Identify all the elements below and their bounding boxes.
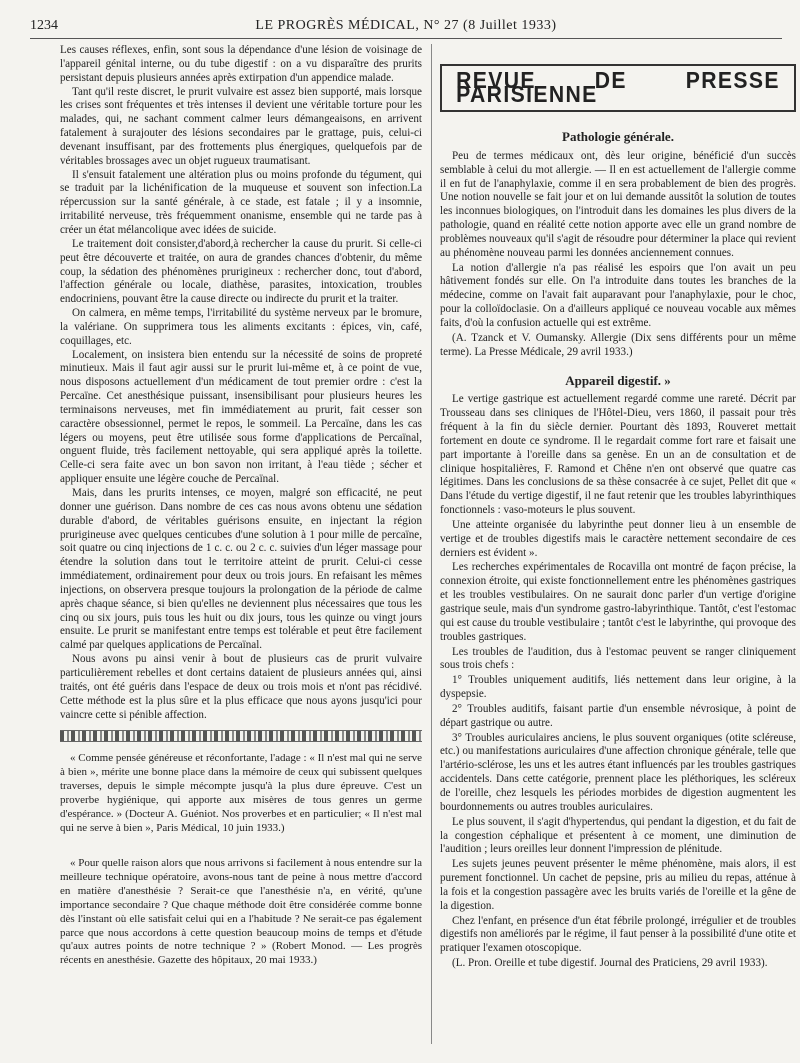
header-rule <box>30 38 782 39</box>
left-column <box>60 44 422 968</box>
right-paragraph: Les troubles de l'audition, dus à l'estomac peuvent se ranger cliniquement sous trois chefs : <box>440 645 796 672</box>
left-paragraph: Nous avons pu ainsi venir à bout de plusieurs cas de prurit vulvaire particulièrement rebelles et dont certains dataient de plusieurs années qui, ainsi traités, ont été guéris dans l'espace de deux ou trois mois et n'ont pas récidivé. Cette méthode est la plus sûre et la plus efficace que nous ayons jusqu'ici pour vaincre cette si pénible affection. <box>60 653 422 721</box>
page-header <box>30 16 782 38</box>
right-column <box>440 44 796 972</box>
right-paragraph: La notion d'allergie n'a pas réalisé les espoirs que l'on avait un peu hâtivement fondés sur elle. On l'a introduite dans toutes les branches de la médecine, comme on l'avait fait auparavant pour l'anaphylaxie, pour le choc, pour la colloïdoclasie. On a d'ailleurs appliqué ce nouveau vocable aux mêmes faits, d'où la confusion actuelle qui est extrême. <box>440 261 796 329</box>
right-paragraph: Les sujets jeunes peuvent présenter le même phénomène, mais alors, il est purement fonctionnel. Un cachet de pepsine, pris au milieu du repas, atténue à la fois et la congestion passagère avec les bruits variés de l'oreille et la gêne de la digestion. <box>440 858 796 912</box>
right-paragraph: 2° Troubles auditifs, faisant partie d'un ensemble névrosique, à point de départ gastrique ou autre. <box>440 702 796 729</box>
right-paragraph: 1° Troubles uniquement auditifs, liés nettement dans leur origine, à la dyspepsie. <box>440 674 796 701</box>
right-paragraph: Chez l'enfant, en présence d'un état fébrile prolongé, irrégulier et de troubles digestifs non améliorés par le régime, il faut penser à la possibilité d'une otite et pratiquer l'examen otoscopique. <box>440 914 796 955</box>
reference: (L. Pron. Oreille et tube digestif. Journal des Praticiens, 29 avril 1933). <box>452 957 768 970</box>
column-rule <box>431 44 432 1044</box>
left-paragraph: Il s'ensuit fatalement une altération plus ou moins profonde du tégument, qui se traduit par la lichénification de la muqueuse et souvent son infection.La répercussion sur la santé générale, à ce stade, est fatale ; il y a insomnie, irritabilité nerveuse, très fréquemment onanisme, ensemble qui ne tarde pas à créer un état mélancolique avec idées de suicide. <box>60 168 422 236</box>
right-paragraph: Le plus souvent, il s'agit d'hypertendus, qui pendant la digestion, et du fait de la congestion céphalique et présentent à ce moment, une diminution de l'audition ; leurs oreilles leur donnent l'impression de plénitude. <box>440 815 796 856</box>
left-paragraph: On calmera, en même temps, l'irritabilité du système nerveux par le bromure, la valériane. On supprimera tous les aliments excitants : épices, vin, café, coquillages, etc. <box>60 307 422 347</box>
ornamental-divider <box>60 730 422 742</box>
quote-guenot: « Comme pensée généreuse et réconfortante, l'adage : « Il n'est mal qui ne serve à bien », mérite une bonne place dans la mémoire de ceux qui subissent quelques traverses, depuis le simple mécompte jusqu'à la plus dure épreuve. C'est un proverbe hygiénique, qui apporte aux misères de tous genres un germe d'espérance. » (Docteur A. Guéniot. Nos proverbes et en particulier; « Il n'est mal qui ne serve à bien », Paris Médical, 10 juin 1933.) <box>60 752 422 834</box>
revue-title-box <box>440 64 796 112</box>
quote-block <box>60 752 422 835</box>
quote-monod: « Pour quelle raison alors que nous arrivons si facilement à nous entendre sur la meilleure technique opératoire, avons-nous tant de peine à nous mettre d'accord en matière d'anesthésie ? Serait-ce que l'anesthésie n'a, en vérité, qu'une importance secondaire ? Que chaque méthode doit être considérée comme bonne dès l'instant où elle satisfait celui qui en a l'habitude ? Ne serait-ce pas également parce que nous accordons à cette question beaucoup moins de temps et d'étude qu'aux autres points de notre technique ? » (Robert Monod. — Les progrès récents en anesthésie. Gazette des hôpitaux, 20 mai 1933.) <box>60 857 422 967</box>
reference: (A. Tzanck et V. Oumansky. Allergie (Dix sens différents pour un même terme). La Presse Médicale, 29 avril 1933.) <box>440 331 796 358</box>
left-paragraph: Tant qu'il reste discret, le prurit vulvaire est assez bien supporté, mais lorsque les crises sont fréquentes et très intenses il devient une véritable torture pour les malades, qui, ne sachant comment calmer leurs démangeaisons, en arrivent fatalement à surajouter des lésions secondaires par le grattage, puis, celui-ci devenant insuffisant, par des frottements plus énergiques, quelquefois par de véritables brossages avec un objet rugueux traumatisant. <box>60 85 422 167</box>
right-paragraph: Une atteinte organisée du labyrinthe peut donner lieu à un ensemble de vertige et de troubles digestifs mais le caractère nettement secondaire de ces derniers est évident ». <box>440 518 796 559</box>
right-paragraph: Le vertige gastrique est actuellement regardé comme une rareté. Décrit par Trousseau dans ses cliniques de l'Hôtel-Dieu, vers 1860, il passait pour très fréquent à la fin du siècle dernier. Pourtant dès 1893, Rouveret mettait fortement en doute ce syndrome. Il le regardait comme fort rare et faisait une part importante à l'oreille dans sa genèse. En un an de consultation et de clinique hospitalières, F. Ramond et Chêne n'en ont observé que quatre cas légitimes. Dans les conclusions de sa thèse consacrée à ce sujet, Pellet dit que « Dans l'étude du vertige digestif, il ne faut retenir que les troubles labyrinthiques fonctionnels : vaso-moteurs le plus souvent. <box>440 393 796 517</box>
left-paragraph: Mais, dans les prurits intenses, ce moyen, malgré son efficacité, ne peut donner une guérison. Dans nombre de ces cas nous avons obtenu une sédation durable d'abord, de véritables guérisons ensuite, en injectant la région prurigineuse avec quelques centicubes d'une solution à 1 pour mille de percaïne, soit quatre ou cinq injections de 1 c. c. ou 2 c. c. suivies d'un léger massage pour étendre la solution dans tout le territoire atteint de prurit. Celui-ci cesse immédiatement, ordinairement pour deux ou trois jours. En refaisant les mêmes injections, on observera presque toujours la prolongation de la période de calme après chaque séance, si bien qu'elles ne deviennent plus nécessaires que tous les cinq ou six jours, puis tous les huit ou dix jours, tous les quinze ou vingt jours ensuite. Le prurit se manifestant entre temps est tolérable et peut être facilement calmé par quelques applications de Percaïnal. <box>60 487 422 652</box>
running-title: LE PROGRÈS MÉDICAL, N° 27 (8 Juillet 1933) <box>255 18 557 33</box>
right-paragraph: Peu de termes médicaux ont, dès leur origine, bénéficié d'un succès semblable à celui du mot allergie. — Il en est actuellement de l'allergie comme il en fut de l'anaphylaxie, comme il en sera probablement de bien des progrès. Une notion nouvelle se fait jour et on lui demande aussitôt la solution de toutes les inconnues biologiques, on l'introduit dans les domaines les plus divers de la pathologie, quand en réalité cette notion apporte avec elle un grand nombre de problèmes nouveaux qu'il s'agit de résoudre pour déterminer la place qui revient au phénomène nouveau parmi les données anciennement connues. <box>440 149 796 259</box>
revue-title: REVUE DE PRESSE PARISIENNE <box>456 67 780 107</box>
quote-block <box>60 857 422 968</box>
left-paragraph: Localement, on insistera bien entendu sur la nécessité de soins de propreté minutieux. Mais il faut agir aussi sur le prurit lui-même et, à ce point de vue, nous disposons actuellement d'un médicament de tout premier ordre : c'est la Percaïne. Cet anesthésique puissant, insensibilisant pour plusieurs heures les terminaisons nerveuses, met fin immédiatement au prurit, fait cesser son caractère obsessionnel, permet le repos, le sommeil. La Percaïne, dans les cas légers ou moyens, peut être utilisée sous forme d'applications de Percaïnal, onguent fluide, très facilement nettoyable, qui sera appliqué après la toilette. Celle-ci sera faite avec un bon savon non irritant, à l'eau tiède ; sécher et appliquer ensuite une légère couche de Percaïnal. <box>60 348 422 486</box>
section-title-pathologie: Pathologie générale. <box>562 129 674 144</box>
left-paragraph: Le traitement doit consister,d'abord,à rechercher la cause du prurit. Si celle-ci peut être découverte et traitée, on aura de grandes chances d'obtenir, du même coup, la sédation des phénomènes prurigineux : rechercher donc, tout d'abord, l'affection générale ou locale, diathèse, parasites, intoxication, troubles endocriniens, pouvant être la cause directe ou indirecte du prurit et la traiter. <box>60 237 422 306</box>
right-paragraph: 3° Troubles auriculaires anciens, le plus souvent organiques (otite scléreuse, etc.) ou manifestations auriculaires d'une affection chronique générale, telle que l'artério-sclérose, les uns et les autres étant influencés par les troubles gastriques accidentels. Dans cette catégorie, prennent place les pléthoriques, les scléreux de l'oreille, chez lesquels les périodes morbides de digestion augmentent les bourdonnements ou autres troubles auriculaires. <box>440 731 796 813</box>
left-paragraph: Les causes réflexes, enfin, sont sous la dépendance d'une lésion de voisinage de l'appareil génital interne, ou du tube digestif : on a vu disparaître des prurits persistant depuis plusieurs années après extirpation d'un appendice malade. <box>60 44 422 84</box>
section-title-appareil-digestif: Appareil digestif. » <box>565 372 671 388</box>
right-paragraph: Les recherches expérimentales de Rocavilla ont montré de façon précise, la connexion étroite, qui existe fonctionnellement entre les phénomènes gastriques et les troubles vestibulaires. On ne saurait donc parler d'un vertige d'origine gastrique seule, mais d'un syndrome gastro-labyrinthique. Tantôt, c'est l'estomac qui est cause du trouble vestibulaire ; tantôt c'est le labyrinthe, qui provoque des troubles gastriques. <box>440 561 796 643</box>
page-number: 1234 <box>30 18 58 33</box>
